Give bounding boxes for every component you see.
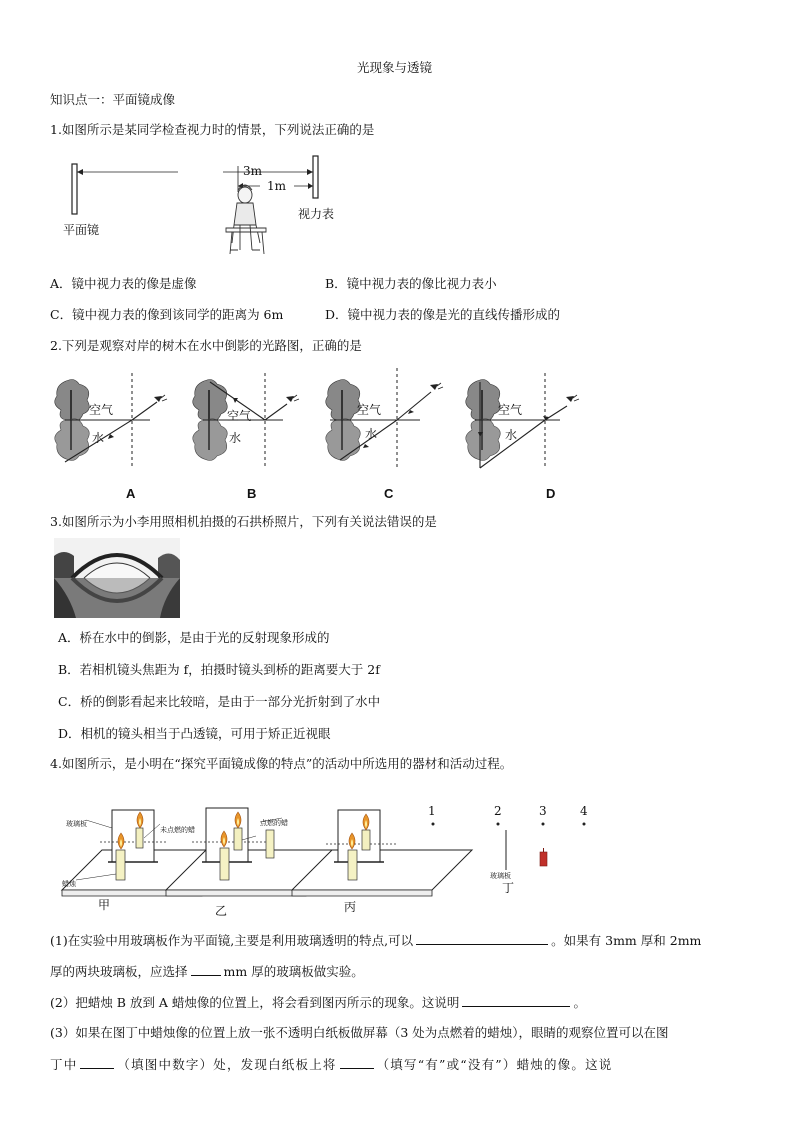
diagram-c-air: 空气 xyxy=(357,403,382,417)
diagram-d xyxy=(466,373,579,468)
q4-part1-text-b: 。如果有 3mm 厚和 2mm xyxy=(551,933,702,948)
diagram-c-water: 水 xyxy=(365,427,378,441)
mirror-shape xyxy=(72,164,77,214)
question-4-stem: 4.如图所示，是小明在“探究平面镜成像的特点”的活动中所选用的器材和活动过程。 xyxy=(50,756,513,771)
diagram-c-label: C xyxy=(384,486,394,501)
page-title: 光现象与透镜 xyxy=(357,60,433,75)
q4-part1-text-d: mm 厚的玻璃板做实验。 xyxy=(223,964,364,979)
section-heading: 知识点一：平面镜成像 xyxy=(50,92,176,107)
diagram-d-label: D xyxy=(546,486,556,501)
answer-blank-4[interactable] xyxy=(80,1056,114,1069)
diagram-b-label: B xyxy=(247,486,257,501)
distance-1m-label: 1m xyxy=(267,179,287,193)
caption-ding: 丁 xyxy=(502,881,515,895)
question-2-stem: 2.下列是观察对岸的树木在水中倒影的光路图，正确的是 xyxy=(50,338,362,353)
q1-option-d: D．镜中视力表的像是光的直线传播形成的 xyxy=(325,307,561,322)
q4-part2-text-b: 。 xyxy=(573,995,586,1010)
answer-blank-2[interactable] xyxy=(191,963,221,976)
answer-blank-1[interactable] xyxy=(416,932,548,945)
q4-part3-line1: (3）如果在图丁中蜡烛像的位置上放一张不透明白纸板做屏幕（3 处为点燃着的蜡烛），眼睛的观察位置可以在图 xyxy=(50,1025,669,1040)
caption-bing: 丙 xyxy=(344,900,357,914)
diagram-a-air: 空气 xyxy=(89,403,114,417)
q4-part3-text-d: （填写“有”或“没有”）蜡烛的像。这说 xyxy=(376,1057,613,1072)
q3-option-a: A．桥在水中的倒影，是由于光的反射现象形成的 xyxy=(58,630,330,645)
mirror-label: 平面镜 xyxy=(63,223,100,237)
answer-blank-3[interactable] xyxy=(462,994,570,1007)
question-1-stem: 1.如图所示是某同学检查视力时的情景，下列说法正确的是 xyxy=(50,122,375,137)
caption-yi: 乙 xyxy=(215,904,228,918)
diagram-b-air: 空气 xyxy=(227,409,252,423)
diagram-d-air: 空气 xyxy=(498,403,523,417)
q4-part1-text-c: 厚的两块玻璃板，应选择 xyxy=(50,964,188,979)
answer-blank-5[interactable] xyxy=(340,1056,374,1069)
q4-part3-text-c: （填图中数字）处，发现白纸板上将 xyxy=(117,1057,337,1072)
caption-jia: 甲 xyxy=(98,898,111,912)
diagram-a xyxy=(55,373,167,468)
label-candle-a: 蜡烛 xyxy=(62,880,76,888)
q4-part2 xyxy=(50,994,586,1011)
reflection-diagrams xyxy=(55,368,595,478)
stone-bridge-photo xyxy=(54,538,180,618)
q4-part3-text-b: 丁中 xyxy=(50,1057,78,1072)
question-3-stem: 3.如图所示为小李用照相机拍摄的石拱桥照片，下列有关说法错误的是 xyxy=(50,514,437,529)
diagram-a-water: 水 xyxy=(92,431,105,445)
q1-option-a: A．镜中视力表的像是虚像 xyxy=(50,276,197,291)
label-unlit-candle: 未点燃的蜡 xyxy=(160,826,195,834)
person-figure xyxy=(226,185,266,254)
q1-option-c: C．镜中视力表的像到该同学的距离为 6m xyxy=(50,307,284,322)
distance-3m-label: 3m xyxy=(243,164,263,178)
plane-mirror-experiment-figure xyxy=(60,800,600,912)
q3-option-d: D．相机的镜头相当于凸透镜，可用于矫正近视眼 xyxy=(58,726,331,741)
label-glass-ding: 玻璃板 xyxy=(490,872,511,880)
position-3: 3 xyxy=(539,804,547,818)
q4-part1-line1 xyxy=(50,932,701,949)
q3-option-b: B．若相机镜头焦距为 f，拍摄时镜头到桥的距离要大于 2f xyxy=(58,662,380,677)
q1-option-b: B．镜中视力表的像比视力表小 xyxy=(325,276,497,291)
label-glass-jia: 玻璃板 xyxy=(66,820,87,828)
q4-part3-line2 xyxy=(50,1056,612,1073)
eye-chart-label: 视力表 xyxy=(298,207,335,221)
q4-part1-line2 xyxy=(50,963,364,980)
position-1: 1 xyxy=(428,804,436,818)
diagram-d-water: 水 xyxy=(505,428,518,442)
position-2: 2 xyxy=(494,804,502,818)
q3-option-c: C．桥的倒影看起来比较暗，是由于一部分光折射到了水中 xyxy=(58,694,381,709)
diagram-a-label: A xyxy=(126,486,136,501)
q4-part2-text-a: (2）把蜡烛 B 放到 A 蜡烛像的位置上，将会看到图丙所示的现象。这说明 xyxy=(50,995,460,1010)
diagram-b-water: 水 xyxy=(229,431,242,445)
position-4: 4 xyxy=(580,804,588,818)
eye-chart-shape xyxy=(313,156,318,198)
q4-part1-text-a: (1)在实验中用玻璃板作为平面镜,主要是利用玻璃透明的特点,可以 xyxy=(50,933,414,948)
vision-test-figure xyxy=(58,150,358,260)
label-lit-candle: 点燃的蜡 xyxy=(260,819,288,827)
diagram-c xyxy=(326,368,443,468)
